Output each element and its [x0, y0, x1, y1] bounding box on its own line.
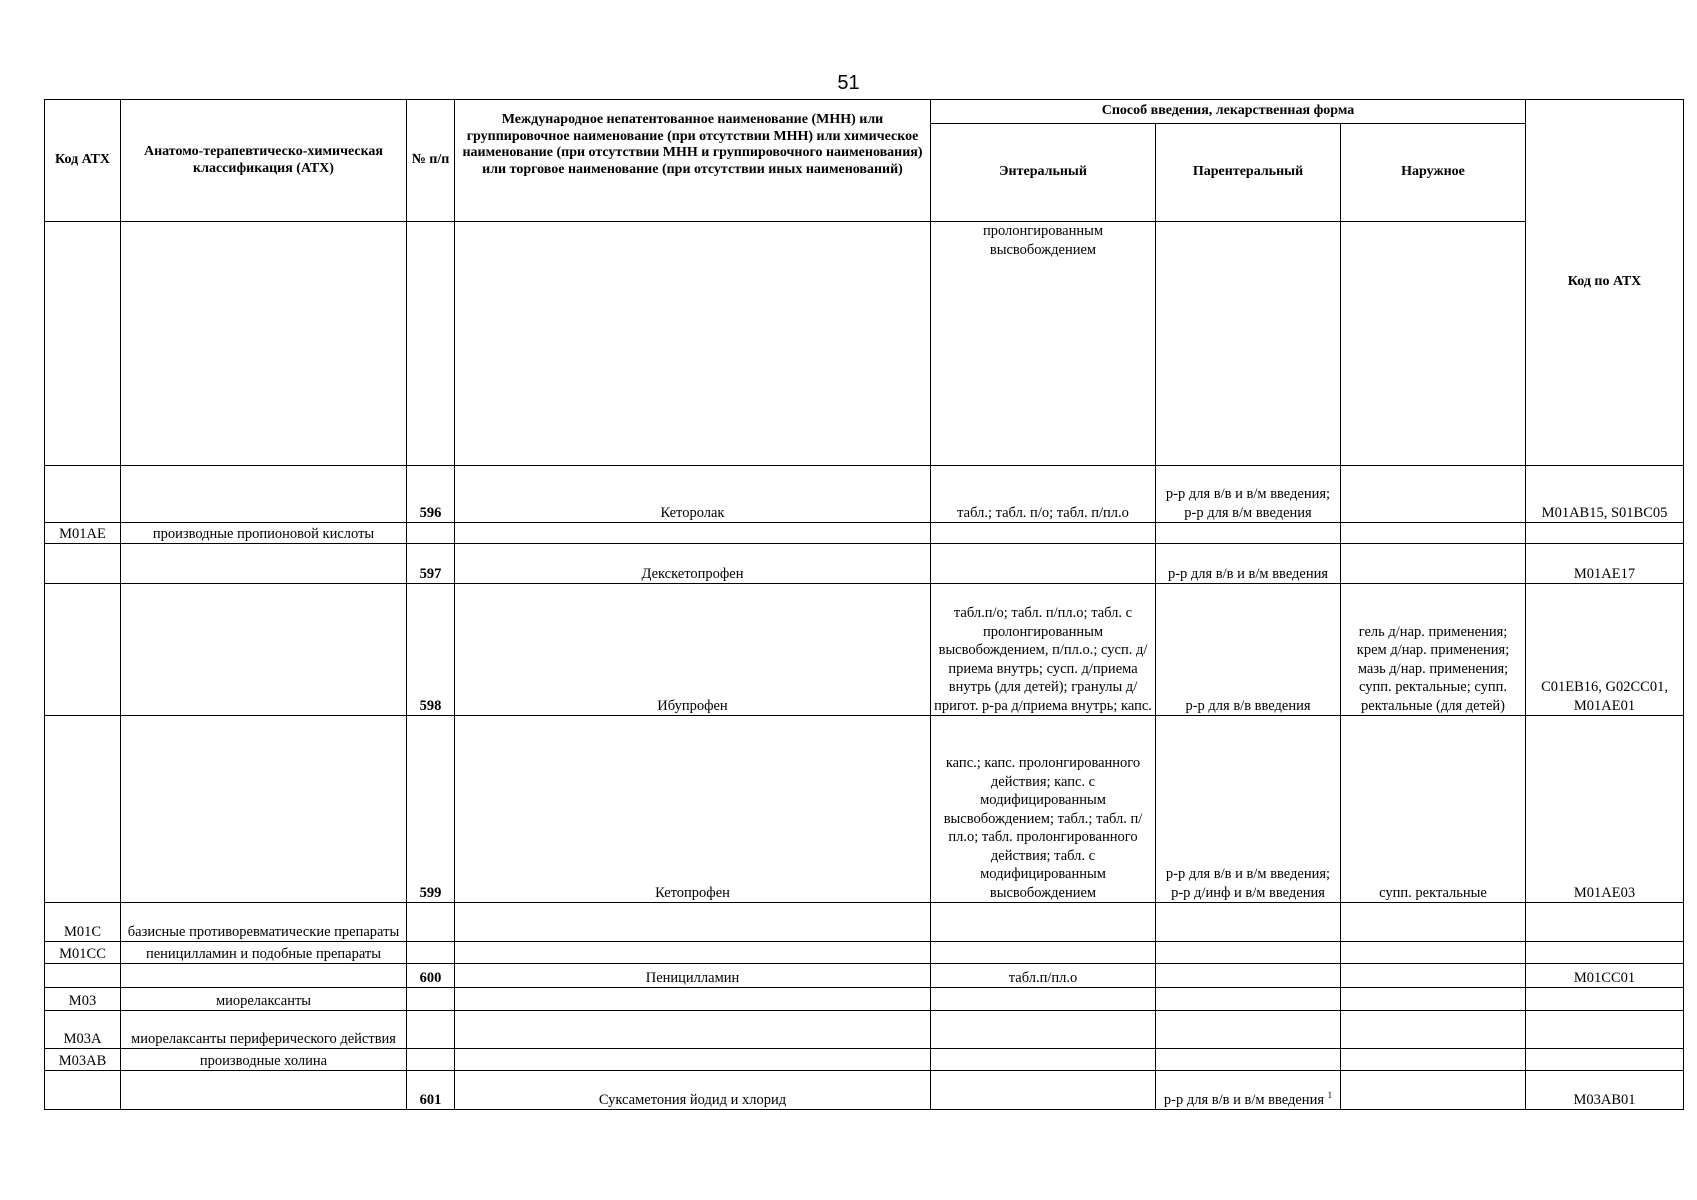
table-row: M03AB производные холина: [45, 1049, 1684, 1071]
table-row: 599 Кетопрофен капс.; капс. пролонгированного действия; капс. с модифицированным высвобождением; табл.; табл. п/пл.о; табл. пролонгированного действия; табл. с модифицированным высвобождением р-р для в/в и в/м введения; р-р д/инф и в/м введения супп. ректальные M01AE03: [45, 716, 1684, 903]
header-external: Наружное: [1341, 124, 1526, 222]
atc-code: M01AE03: [1526, 716, 1684, 903]
header-parenteral: Парентеральный: [1156, 124, 1341, 222]
parenteral-form: р-р для в/в и в/м введения: [1163, 1091, 1324, 1108]
header-route-group: Способ введения, лекарственная форма: [931, 100, 1526, 124]
header-atc-code: Код по АТХ: [1526, 100, 1684, 466]
header-atc-code-short: Код АТХ: [45, 100, 121, 222]
table-row: 601 Суксаметония йодид и хлорид р-р для в/в и в/м введения $^1$ M03AB01: [45, 1071, 1684, 1110]
drug-name: Пеницилламин: [455, 964, 931, 988]
header-atc-classification: Анатомо-терапевтическо-химическая классификация (АТХ): [121, 100, 407, 222]
footnote-marker: 1: [1327, 1089, 1333, 1100]
table-row: 600 Пеницилламин табл.п/пл.о M01CC01: [45, 964, 1684, 988]
drug-table: [44, 99, 1684, 1110]
header-number: № п/п: [407, 100, 455, 222]
table-row: M03A миорелаксанты периферического действия: [45, 1011, 1684, 1049]
drug-name: Кеторолак: [455, 466, 931, 523]
table-row: 596 Кеторолак табл.; табл. п/о; табл. п/пл.о р-р для в/в и в/м введения; р-р для в/м введения M01AB15, S01BC05: [45, 466, 1684, 523]
table-row: M03 миорелаксанты: [45, 988, 1684, 1011]
table-row: 598 Ибупрофен табл.п/о; табл. п/пл.о; табл. с пролонгированным высвобождением, п/пл.о.; сусп. д/приема внутрь; сусп. д/приема внутрь (для детей); гранулы д/пригот. р-ра д/приема внутрь; капс. р-р для в/в введения гель д/нар. применения; крем д/нар. применения; мазь д/нар. применения; супп. ректальные; супп. ректальные (для детей) C01EB16, G02CC01, M01AE01: [45, 584, 1684, 716]
atc-code: C01EB16, G02CC01, M01AE01: [1526, 584, 1684, 716]
table-row: M01AE производные пропионовой кислоты: [45, 523, 1684, 544]
drug-name: Суксаметония йодид и хлорид: [455, 1071, 931, 1110]
atc-code: M01AE17: [1526, 544, 1684, 584]
enteral-continuation: пролонгированным высвобождением: [931, 222, 1156, 466]
drug-name: Кетопрофен: [455, 716, 931, 903]
page-number: 51: [837, 72, 860, 94]
header-row-1: [45, 100, 1684, 124]
drug-name: Ибупрофен: [455, 584, 931, 716]
table-row: M01C базисные противоревматические препараты: [45, 903, 1684, 942]
atc-code: M03AB01: [1526, 1071, 1684, 1110]
continuation-row: [45, 222, 1684, 466]
header-enteral: Энтеральный: [931, 124, 1156, 222]
header-inn: Международное непатентованное наименование (МНН) или группировочное наименование (при отсутствии МНН) или химическое наименование (при отсутствии МНН и группировочного наименования) или торговое наименование (при отсутствии иных наименований): [455, 100, 931, 222]
table-row: 597 Декскетопрофен р-р для в/в и в/м введения M01AE17: [45, 544, 1684, 584]
atc-code: M01AB15, S01BC05: [1526, 466, 1684, 523]
drug-name: Декскетопрофен: [455, 544, 931, 584]
atc-code: M01CC01: [1526, 964, 1684, 988]
table-row: M01CC пеницилламин и подобные препараты: [45, 942, 1684, 964]
